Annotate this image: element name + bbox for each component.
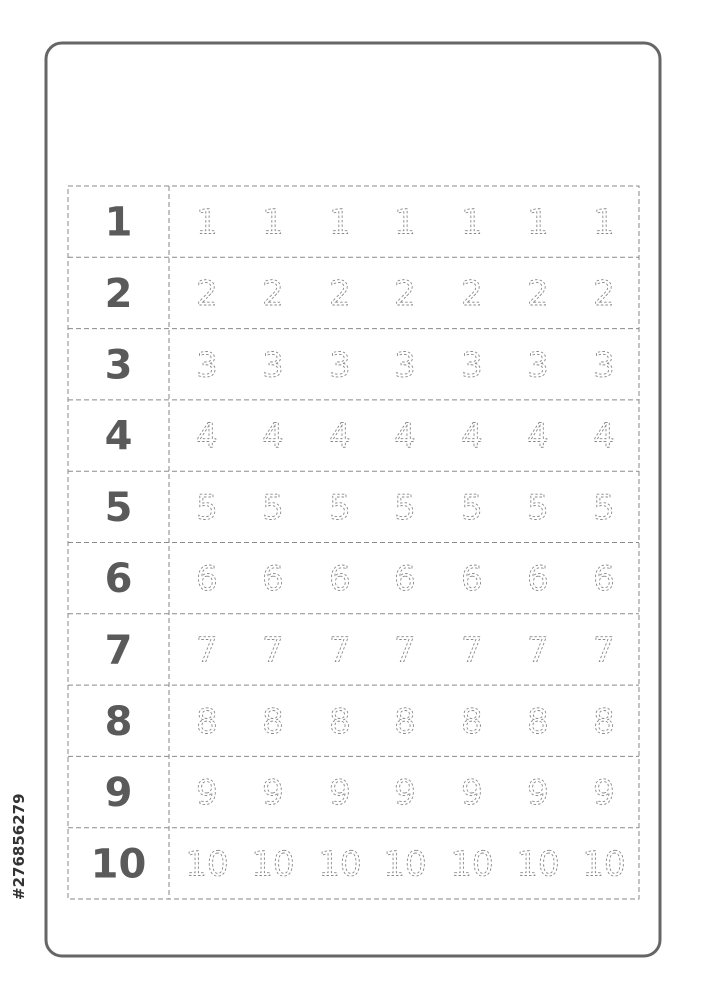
trace-digit: 10 xyxy=(582,844,626,885)
trace-digit: 5 xyxy=(461,487,483,528)
row-number: 3 xyxy=(104,342,133,389)
trace-digit: 3 xyxy=(394,345,416,386)
trace-digit: 3 xyxy=(329,345,351,386)
stock-id-label: #276856279 xyxy=(10,793,28,900)
trace-digit: 5 xyxy=(527,487,549,528)
trace-digit: 4 xyxy=(329,416,351,457)
trace-digit: 7 xyxy=(593,630,615,671)
trace-digit: 6 xyxy=(593,559,615,600)
trace-digit: 1 xyxy=(527,202,549,243)
row-number: 2 xyxy=(104,270,133,317)
trace-digit: 10 xyxy=(251,844,295,885)
trace-digit: 5 xyxy=(593,487,615,528)
trace-digit: 9 xyxy=(461,773,483,814)
trace-digit: 7 xyxy=(527,630,549,671)
trace-digit: 9 xyxy=(262,773,284,814)
trace-digit: 10 xyxy=(185,844,229,885)
row-number: 6 xyxy=(104,556,133,603)
trace-digit: 4 xyxy=(394,416,416,457)
trace-digit: 4 xyxy=(461,416,483,457)
trace-digit: 2 xyxy=(262,273,284,314)
trace-digit: 6 xyxy=(394,559,416,600)
trace-digit: 10 xyxy=(383,844,427,885)
row-number: 10 xyxy=(90,841,147,888)
trace-digit: 2 xyxy=(394,273,416,314)
trace-digit: 1 xyxy=(329,202,351,243)
trace-digit: 10 xyxy=(450,844,494,885)
trace-digit: 3 xyxy=(262,345,284,386)
trace-digit: 10 xyxy=(516,844,560,885)
trace-digit: 6 xyxy=(461,559,483,600)
tracing-table xyxy=(68,186,639,899)
trace-digit: 4 xyxy=(527,416,549,457)
row-number: 8 xyxy=(104,698,133,745)
trace-digit: 9 xyxy=(593,773,615,814)
trace-digit: 8 xyxy=(527,701,549,742)
trace-digit: 1 xyxy=(461,202,483,243)
row-number: 9 xyxy=(104,770,133,817)
table-border xyxy=(68,186,639,899)
trace-digit: 2 xyxy=(461,273,483,314)
trace-digit: 7 xyxy=(262,630,284,671)
trace-digit: 6 xyxy=(196,559,218,600)
trace-digit: 1 xyxy=(394,202,416,243)
row-number: 1 xyxy=(104,199,133,246)
trace-digit: 1 xyxy=(262,202,284,243)
page-frame xyxy=(46,43,660,956)
trace-digit: 7 xyxy=(329,630,351,671)
trace-digit: 1 xyxy=(593,202,615,243)
trace-digit: 9 xyxy=(394,773,416,814)
trace-digit: 8 xyxy=(196,701,218,742)
trace-digit: 7 xyxy=(394,630,416,671)
trace-digit: 2 xyxy=(527,273,549,314)
trace-digit: 3 xyxy=(196,345,218,386)
trace-digit: 5 xyxy=(329,487,351,528)
trace-digit: 5 xyxy=(394,487,416,528)
trace-digit: 3 xyxy=(461,345,483,386)
trace-digit: 6 xyxy=(527,559,549,600)
trace-digit: 6 xyxy=(262,559,284,600)
trace-digit: 10 xyxy=(318,844,362,885)
trace-digit: 8 xyxy=(329,701,351,742)
trace-digit: 8 xyxy=(394,701,416,742)
trace-digit: 5 xyxy=(196,487,218,528)
trace-digit: 9 xyxy=(527,773,549,814)
trace-digit: 2 xyxy=(329,273,351,314)
trace-digit: 9 xyxy=(329,773,351,814)
row-number: 7 xyxy=(104,627,133,674)
row-number: 4 xyxy=(104,413,133,460)
trace-digit: 7 xyxy=(461,630,483,671)
trace-digit: 8 xyxy=(461,701,483,742)
trace-digit: 5 xyxy=(262,487,284,528)
trace-digit: 6 xyxy=(329,559,351,600)
trace-digit: 3 xyxy=(593,345,615,386)
trace-digit: 9 xyxy=(196,773,218,814)
trace-digit: 3 xyxy=(527,345,549,386)
trace-digit: 2 xyxy=(196,273,218,314)
trace-digit: 7 xyxy=(196,630,218,671)
trace-digit: 1 xyxy=(196,202,218,243)
trace-digit: 8 xyxy=(262,701,284,742)
trace-digit: 4 xyxy=(593,416,615,457)
row-number: 5 xyxy=(104,484,133,531)
trace-digit: 4 xyxy=(262,416,284,457)
trace-digit: 8 xyxy=(593,701,615,742)
trace-digit: 2 xyxy=(593,273,615,314)
trace-digit: 4 xyxy=(196,416,218,457)
